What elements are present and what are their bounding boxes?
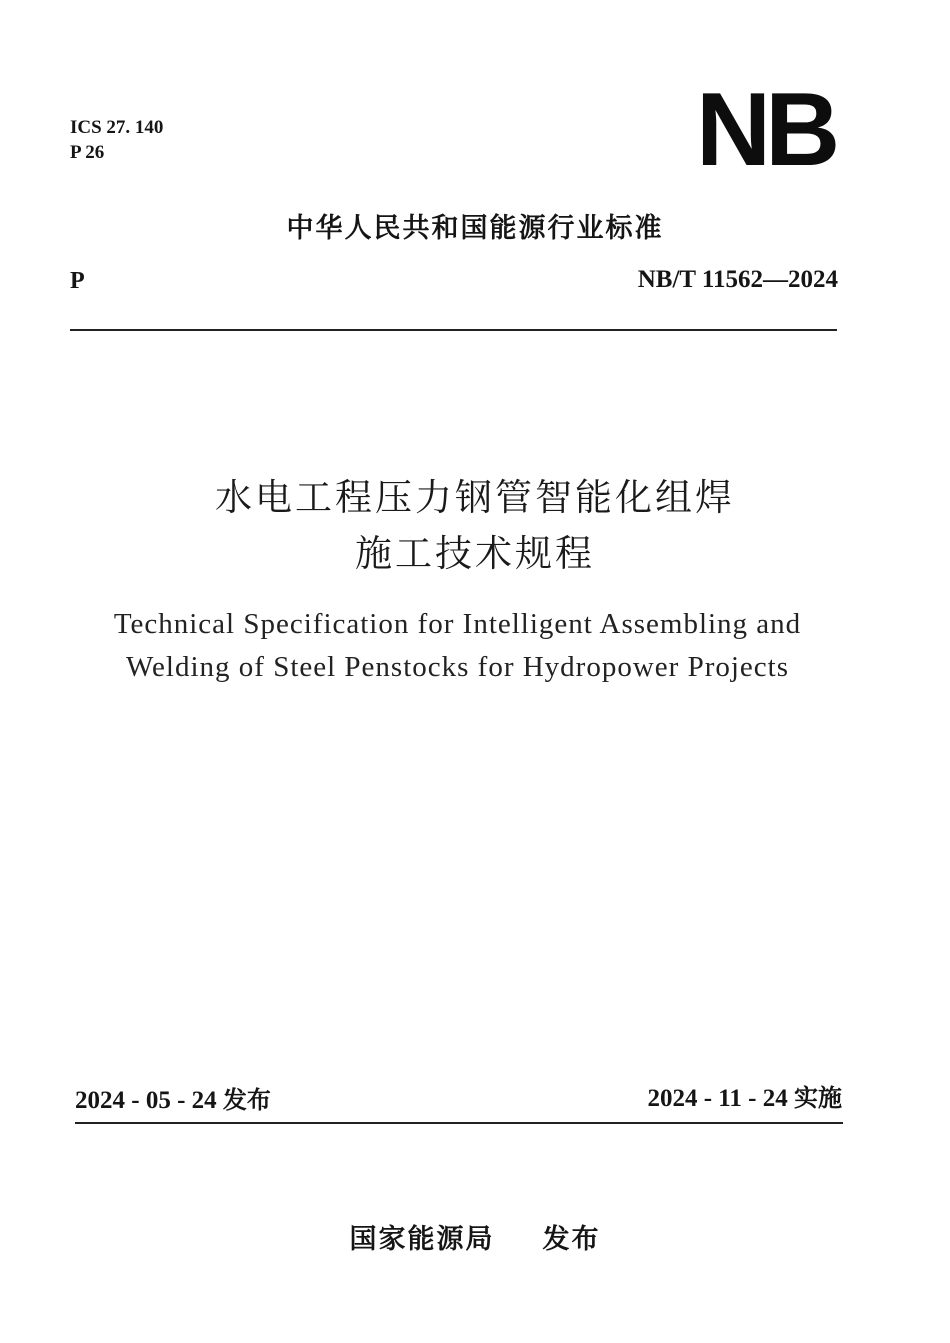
ics-code: ICS 27. 140 [70, 117, 164, 138]
english-title-line-2: Welding of Steel Penstocks for Hydropower Projects [126, 651, 789, 683]
standard-number: NB/T 11562—2024 [637, 266, 838, 293]
nb-logo: NB [696, 72, 835, 188]
publisher-line [0, 1217, 950, 1256]
chinese-title [0, 470, 950, 582]
chinese-title-line-1: 水电工程压力钢管智能化组焊 [215, 476, 735, 519]
english-title [0, 603, 915, 689]
implementation-label: 实施 [794, 1084, 842, 1112]
issue-label: 发布 [222, 1086, 271, 1114]
implementation-date: 2024 - 11 - 24 [647, 1085, 788, 1112]
classification-codes [70, 115, 163, 165]
implementation-date-block [647, 1078, 842, 1113]
standard-type: 中华人民共和国能源行业标准 [286, 213, 664, 244]
issue-date-block [75, 1080, 271, 1115]
chinese-title-line-2: 施工技术规程 [355, 532, 595, 575]
english-title-line-1: Technical Specification for Intelligent Assembling and [113, 608, 802, 640]
issue-date: 2024 - 05 - 24 [75, 1087, 217, 1114]
class-code: P [70, 268, 85, 294]
header-divider [70, 329, 837, 331]
ccs-code: P 26 [70, 142, 105, 163]
publisher-name: 国家能源局 [349, 1224, 495, 1255]
publish-label: 发布 [542, 1224, 601, 1255]
date-divider [75, 1122, 843, 1124]
